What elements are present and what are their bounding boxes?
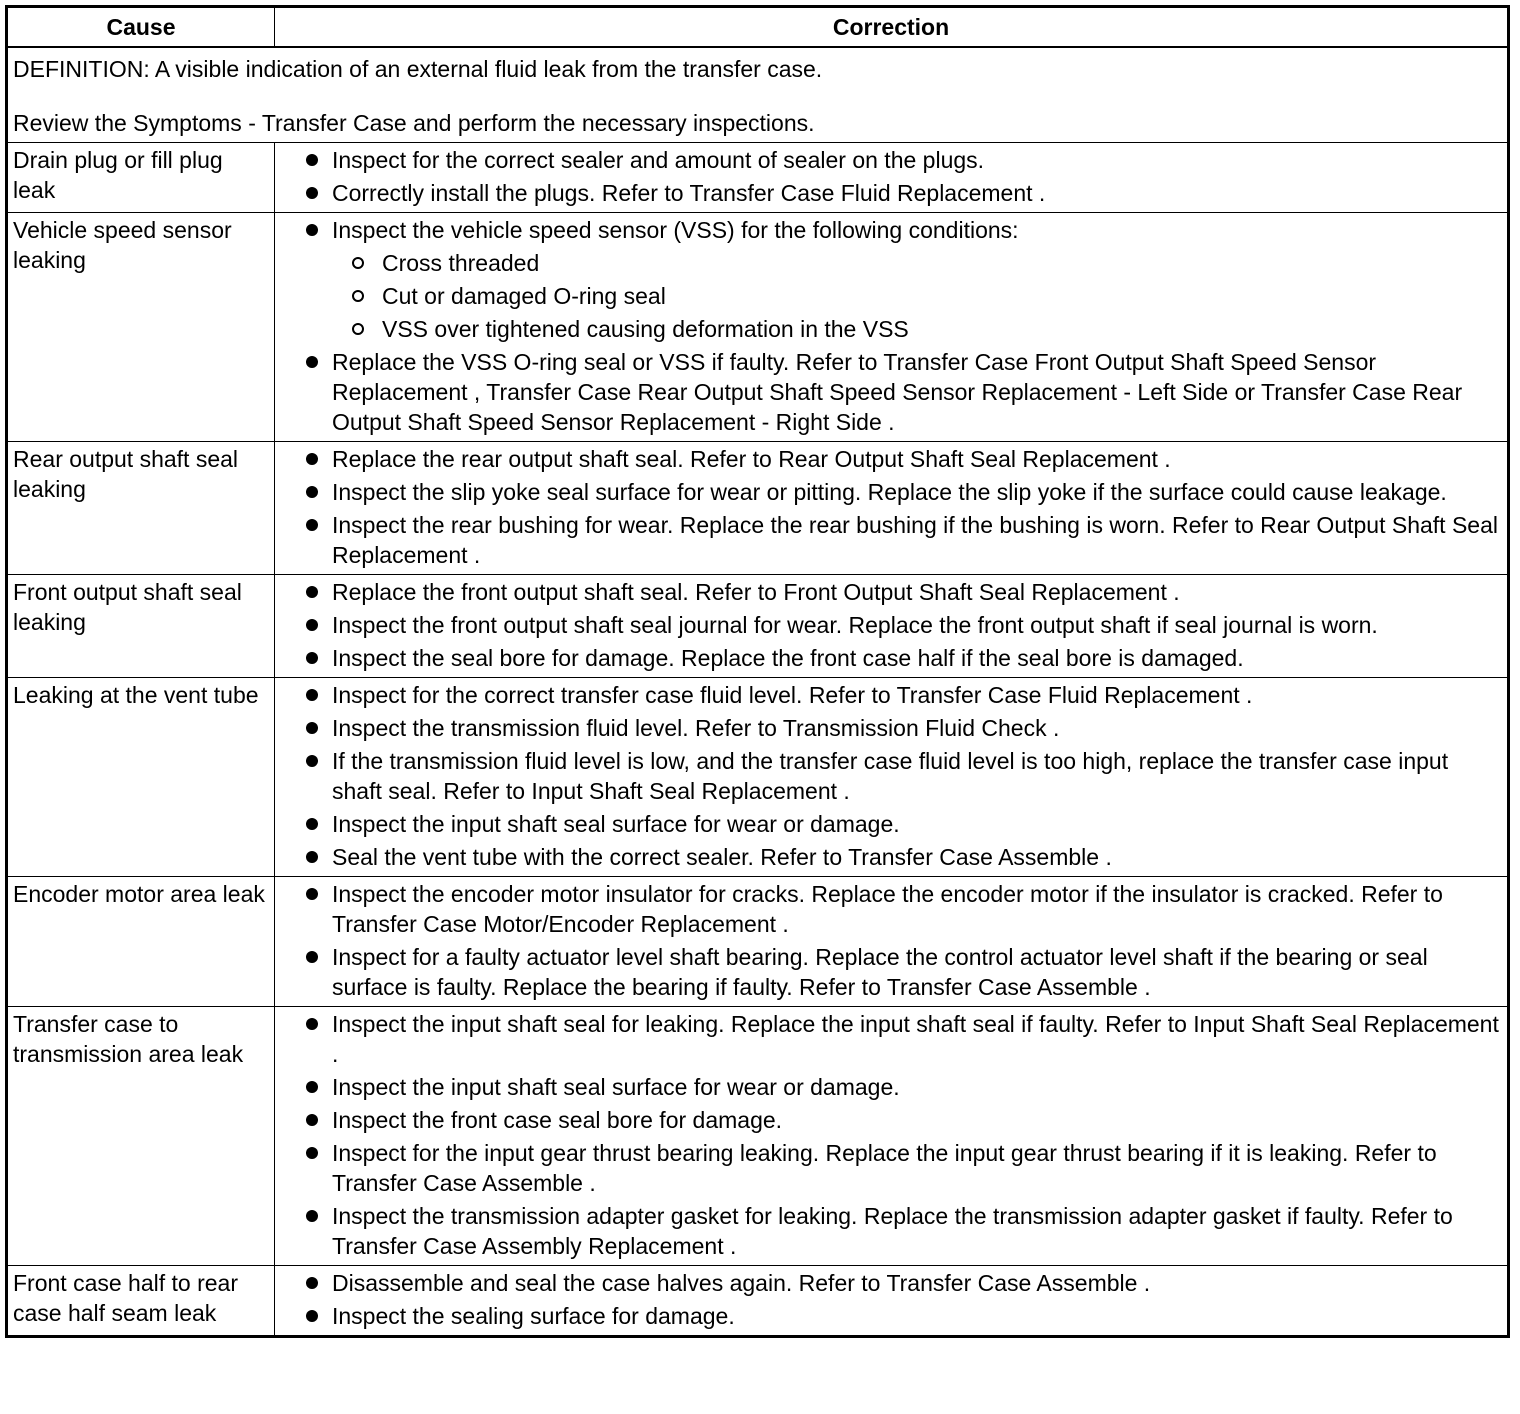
correction-item	[280, 347, 1503, 437]
correction-text: If the transmission fluid level is low, and the transfer case fluid level is too high, replace the transfer case input shaft seal. Refer to Input Shaft Seal Replacement .	[332, 748, 1449, 804]
correction-item	[280, 1105, 1503, 1135]
correction-list	[280, 215, 1503, 437]
correction-text: Replace the front output shaft seal. Refer to Front Output Shaft Seal Replacement .	[332, 579, 1180, 605]
bullet-icon	[306, 951, 318, 963]
correction-item	[280, 879, 1503, 939]
correction-item	[280, 842, 1503, 872]
correction-text: Inspect the input shaft seal surface for wear or damage.	[332, 1074, 900, 1100]
correction-text: Inspect the slip yoke seal surface for wear or pitting. Replace the slip yoke if the surface could cause leakage.	[332, 479, 1447, 505]
correction-text: Inspect for the correct transfer case fluid level. Refer to Transfer Case Fluid Replacement .	[332, 682, 1253, 708]
cause-cell: Drain plug or fill plug leak	[7, 143, 275, 213]
bullet-icon	[306, 356, 318, 368]
table-row	[7, 1266, 1509, 1337]
bullet-icon	[306, 1114, 318, 1126]
correction-text: Inspect the encoder motor insulator for cracks. Replace the encoder motor if the insulator is cracked. Refer to Transfer Case Motor/Encoder Replacement .	[332, 881, 1443, 937]
table-row	[7, 1007, 1509, 1266]
sub-condition-item	[332, 281, 1503, 311]
correction-text: Seal the vent tube with the correct sealer. Refer to Transfer Case Assemble .	[332, 844, 1112, 870]
definition-text: DEFINITION: A visible indication of an external fluid leak from the transfer case.	[13, 56, 823, 82]
table-row	[7, 213, 1509, 442]
correction-list	[280, 577, 1503, 673]
diagnostic-table	[5, 5, 1510, 1338]
correction-list	[280, 444, 1503, 570]
bullet-icon	[306, 453, 318, 465]
cause-cell: Leaking at the vent tube	[7, 678, 275, 877]
correction-item	[280, 942, 1503, 1002]
correction-item	[280, 1009, 1503, 1069]
correction-text: Inspect the seal bore for damage. Replace the front case half if the seal bore is damaged.	[332, 645, 1244, 671]
correction-list	[280, 680, 1503, 872]
bullet-icon	[306, 722, 318, 734]
sub-condition-text: VSS over tightened causing deformation in the VSS	[382, 316, 909, 342]
correction-list	[280, 1268, 1503, 1331]
sub-condition-list	[332, 248, 1503, 344]
correction-cell	[275, 1266, 1509, 1337]
correction-item	[280, 215, 1503, 344]
correction-text: Correctly install the plugs. Refer to Transfer Case Fluid Replacement .	[332, 180, 1046, 206]
correction-item	[280, 1138, 1503, 1198]
correction-column-header: Correction	[275, 7, 1509, 48]
correction-text: Inspect the rear bushing for wear. Replace the rear bushing if the bushing is worn. Refer to Rear Output Shaft Seal Replacement .	[332, 512, 1498, 568]
cause-cell: Encoder motor area leak	[7, 877, 275, 1007]
bullet-icon	[306, 818, 318, 830]
correction-item	[280, 1072, 1503, 1102]
bullet-icon	[306, 888, 318, 900]
correction-text: Inspect for a faulty actuator level shaft bearing. Replace the control actuator level shaft if the bearing or seal surface is faulty. Replace the bearing if faulty. Refer to Transfer Case Assemble .	[332, 944, 1428, 1000]
sub-condition-item	[332, 248, 1503, 278]
correction-item	[280, 746, 1503, 806]
cause-cell: Rear output shaft seal leaking	[7, 442, 275, 575]
document	[5, 5, 1507, 1338]
correction-cell	[275, 213, 1509, 442]
bullet-icon	[306, 154, 318, 166]
bullet-icon	[306, 851, 318, 863]
correction-item	[280, 510, 1503, 570]
correction-item	[280, 1301, 1503, 1331]
table-row	[7, 575, 1509, 678]
correction-text: Inspect the input shaft seal surface for wear or damage.	[332, 811, 900, 837]
table-header-row	[7, 7, 1509, 48]
correction-text: Replace the rear output shaft seal. Refer to Rear Output Shaft Seal Replacement .	[332, 446, 1171, 472]
table-row	[7, 877, 1509, 1007]
correction-item	[280, 680, 1503, 710]
bullet-icon	[306, 755, 318, 767]
cause-cell: Vehicle speed sensor leaking	[7, 213, 275, 442]
correction-text: Inspect the front output shaft seal journal for wear. Replace the front output shaft if seal journal is worn.	[332, 612, 1378, 638]
bullet-icon	[306, 1210, 318, 1222]
correction-text: Inspect the transmission adapter gasket for leaking. Replace the transmission adapter gasket if faulty. Refer to Transfer Case Assembly Replacement .	[332, 1203, 1453, 1259]
correction-item	[280, 1201, 1503, 1261]
correction-item	[280, 145, 1503, 175]
correction-item	[280, 178, 1503, 208]
correction-item	[280, 643, 1503, 673]
bullet-icon	[306, 652, 318, 664]
hollow-bullet-icon	[352, 257, 364, 269]
bullet-icon	[306, 1081, 318, 1093]
correction-text: Inspect the input shaft seal for leaking. Replace the input shaft seal if faulty. Refer to Input Shaft Seal Replacement .	[332, 1011, 1499, 1067]
correction-list	[280, 1009, 1503, 1261]
correction-text: Inspect the sealing surface for damage.	[332, 1303, 735, 1329]
definition-cell	[7, 47, 1509, 143]
cause-cell: Front case half to rear case half seam leak	[7, 1266, 275, 1337]
correction-list	[280, 145, 1503, 208]
bullet-icon	[306, 224, 318, 236]
bullet-icon	[306, 689, 318, 701]
bullet-icon	[306, 586, 318, 598]
correction-cell	[275, 143, 1509, 213]
correction-item	[280, 477, 1503, 507]
correction-item	[280, 809, 1503, 839]
table-row	[7, 678, 1509, 877]
cause-cell: Transfer case to transmission area leak	[7, 1007, 275, 1266]
bullet-icon	[306, 486, 318, 498]
correction-text: Inspect the transmission fluid level. Refer to Transmission Fluid Check .	[332, 715, 1060, 741]
correction-cell	[275, 1007, 1509, 1266]
bullet-icon	[306, 1277, 318, 1289]
bullet-icon	[306, 519, 318, 531]
cause-cell: Front output shaft seal leaking	[7, 575, 275, 678]
hollow-bullet-icon	[352, 290, 364, 302]
bullet-icon	[306, 1147, 318, 1159]
correction-text: Inspect for the correct sealer and amount of sealer on the plugs.	[332, 147, 985, 173]
correction-item	[280, 1268, 1503, 1298]
correction-list	[280, 879, 1503, 1002]
sub-condition-item	[332, 314, 1503, 344]
cause-column-header: Cause	[7, 7, 275, 48]
correction-cell	[275, 678, 1509, 877]
hollow-bullet-icon	[352, 323, 364, 335]
bullet-icon	[306, 187, 318, 199]
definition-row	[7, 47, 1509, 143]
correction-text: Inspect for the input gear thrust bearing leaking. Replace the input gear thrust bearing if it is leaking. Refer to Transfer Case Assemble .	[332, 1140, 1437, 1196]
table-row	[7, 442, 1509, 575]
bullet-icon	[306, 1310, 318, 1322]
correction-text: Inspect the vehicle speed sensor (VSS) for the following conditions:	[332, 217, 1019, 243]
bullet-icon	[306, 619, 318, 631]
correction-cell	[275, 877, 1509, 1007]
bullet-icon	[306, 1018, 318, 1030]
correction-text: Disassemble and seal the case halves again. Refer to Transfer Case Assemble .	[332, 1270, 1151, 1296]
sub-condition-text: Cross threaded	[382, 250, 540, 276]
correction-item	[280, 577, 1503, 607]
sub-condition-text: Cut or damaged O-ring seal	[382, 283, 666, 309]
correction-text: Replace the VSS O-ring seal or VSS if faulty. Refer to Transfer Case Front Output Shaft Speed Sensor Replacement , Transfer Case Rear Output Shaft Speed Sensor Replacement - Left Side or Transfer Case Rear Output Shaft Speed Sensor Replacement - Right Side .	[332, 349, 1463, 435]
correction-item	[280, 444, 1503, 474]
correction-cell	[275, 575, 1509, 678]
review-text: Review the Symptoms - Transfer Case and perform the necessary inspections.	[13, 110, 815, 136]
correction-item	[280, 713, 1503, 743]
correction-cell	[275, 442, 1509, 575]
correction-item	[280, 610, 1503, 640]
correction-text: Inspect the front case seal bore for damage.	[332, 1107, 783, 1133]
table-row	[7, 143, 1509, 213]
